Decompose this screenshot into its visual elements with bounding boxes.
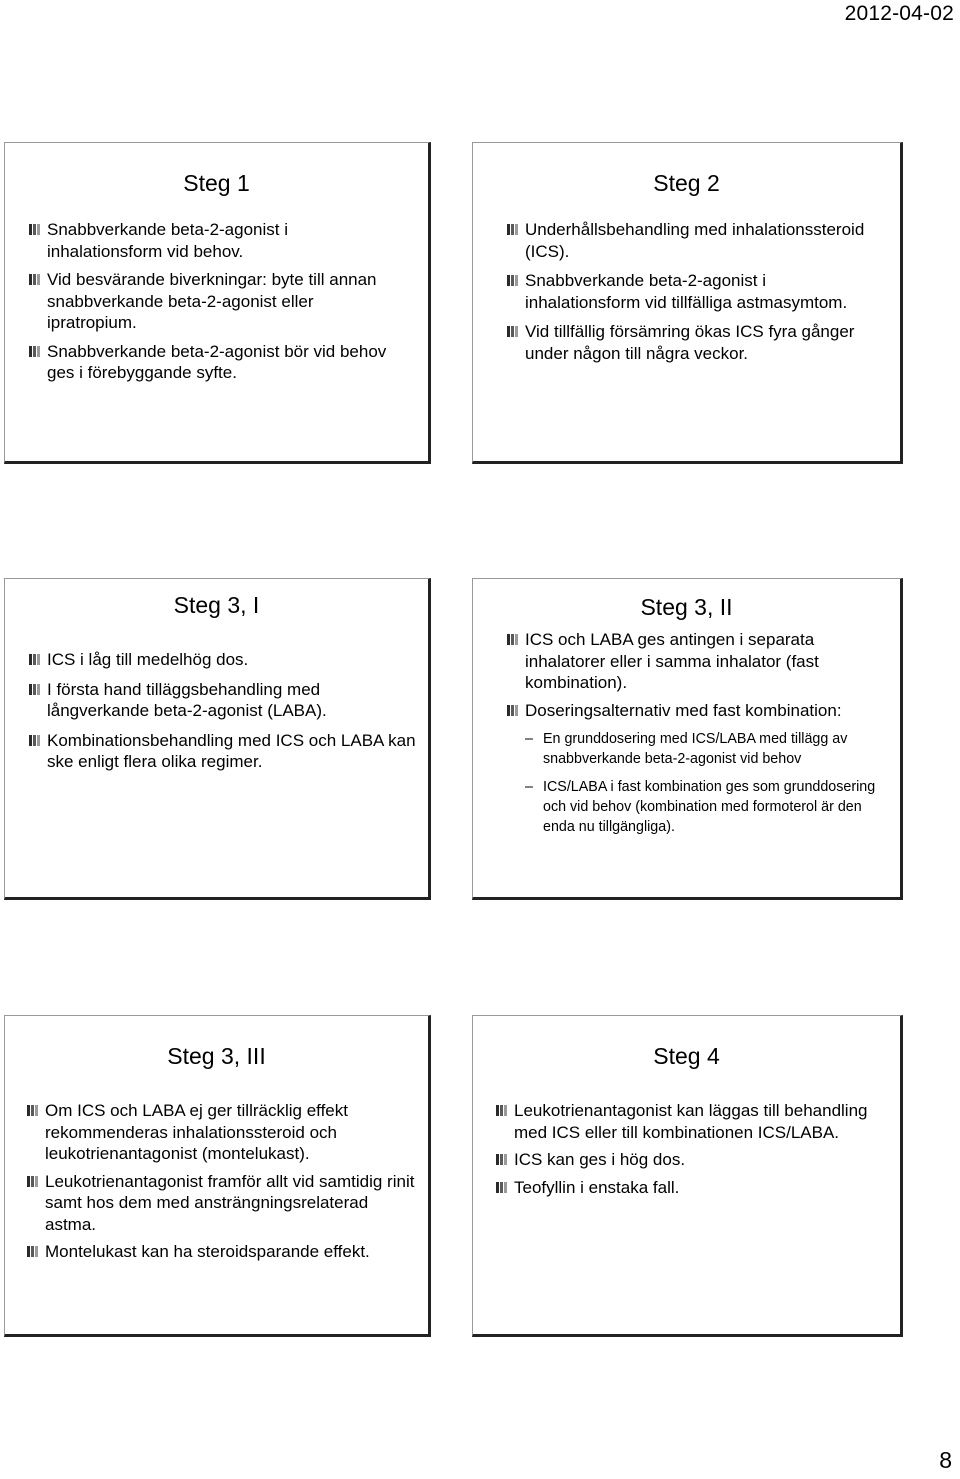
sub-bullet-list xyxy=(525,729,885,837)
bullet-text: Underhållsbehandling med inhalationssteroid (ICS). xyxy=(525,220,865,261)
bullet-marker-icon xyxy=(27,1105,38,1116)
bullet-item xyxy=(47,269,407,334)
slide-title: Steg 3, I xyxy=(173,592,260,618)
bullet-marker-icon xyxy=(507,634,518,645)
sub-bullet-item xyxy=(525,777,885,837)
bullet-marker-icon xyxy=(27,1176,38,1187)
bullet-item xyxy=(525,270,875,313)
bullet-marker-icon xyxy=(496,1105,507,1116)
bullet-text: I första hand tilläggsbehandling med långverkande beta-2-agonist (LABA). xyxy=(47,679,327,720)
bullet-text: Vid tillfällig försämring ökas ICS fyra gånger under någon till några veckor. xyxy=(525,322,855,363)
slide-steg-3-ii xyxy=(472,578,903,900)
bullet-item xyxy=(47,649,417,671)
bullet-text: ICS i låg till medelhög dos. xyxy=(47,650,249,669)
bullet-text: Leukotrienantagonist framför allt vid samtidig rinit samt hos dem med ansträngningsrelaterad astma. xyxy=(45,1171,415,1234)
bullet-item xyxy=(525,321,875,364)
bullet-text: Snabbverkande beta-2-agonist i inhalationsform vid behov. xyxy=(47,220,288,261)
bullet-list xyxy=(45,1100,415,1263)
bullet-list xyxy=(47,649,417,773)
bullet-item xyxy=(525,629,885,694)
bullet-marker-icon xyxy=(507,224,518,235)
slide-steg-4 xyxy=(472,1015,903,1337)
slide-steg-2 xyxy=(472,142,903,464)
bullet-text: Vid besvärande biverkningar: byte till annan snabbverkande beta-2-agonist eller ipratropium. xyxy=(47,270,377,332)
slide-steg-3-i xyxy=(4,578,431,900)
bullet-text: ICS och LABA ges antingen i separata inhalatorer eller i samma inhalator (fast kombination). xyxy=(525,630,819,692)
bullet-marker-icon xyxy=(507,326,518,337)
bullet-text: Snabbverkande beta-2-agonist i inhalationsform vid tillfälliga astmasymtom. xyxy=(525,271,848,312)
page-date: 2012-04-02 xyxy=(844,2,954,25)
bullet-item xyxy=(514,1100,884,1143)
bullet-marker-icon xyxy=(507,275,518,286)
bullet-marker-icon xyxy=(496,1154,507,1165)
slide-title: Steg 3, II xyxy=(640,594,733,620)
bullet-list xyxy=(525,629,885,837)
bullet-text: Om ICS och LABA ej ger tillräcklig effekt rekommenderas inhalationssteroid och leukotrienantagonist (montelukast). xyxy=(45,1101,348,1163)
slide-title: Steg 3, III xyxy=(167,1043,266,1069)
bullet-marker-icon xyxy=(29,224,40,235)
bullet-item xyxy=(47,341,407,384)
bullet-marker-icon xyxy=(29,346,40,357)
sub-bullet-text: ICS/LABA i fast kombination ges som grunddosering och vid behov (kombination med formoterol är den enda nu tillgängliga). xyxy=(543,779,876,835)
bullet-item xyxy=(47,730,417,773)
bullet-marker-icon xyxy=(29,735,40,746)
bullet-marker-icon xyxy=(496,1182,507,1193)
bullet-item xyxy=(525,700,885,838)
slide-steg-3-iii xyxy=(4,1015,431,1337)
bullet-marker-icon xyxy=(29,684,40,695)
sub-bullet-item xyxy=(525,729,885,769)
bullet-marker-icon xyxy=(507,705,518,716)
bullet-item xyxy=(514,1177,884,1199)
bullet-text: ICS kan ges i hög dos. xyxy=(514,1150,686,1169)
bullet-item xyxy=(45,1171,415,1236)
page-number: 8 xyxy=(939,1447,952,1473)
slide-title: Steg 2 xyxy=(653,170,720,196)
bullet-marker-icon xyxy=(29,274,40,285)
bullet-item xyxy=(47,219,407,262)
bullet-text: Montelukast kan ha steroidsparande effekt. xyxy=(45,1242,370,1261)
dash-marker: – xyxy=(525,779,533,795)
bullet-item xyxy=(525,219,875,262)
bullet-text: Leukotrienantagonist kan läggas till behandling med ICS eller till kombinationen ICS/LABA. xyxy=(514,1101,868,1142)
slide-title: Steg 4 xyxy=(653,1043,720,1069)
bullet-list xyxy=(47,219,407,384)
bullet-marker-icon xyxy=(29,654,40,665)
bullet-item xyxy=(47,679,417,722)
bullet-text: Snabbverkande beta-2-agonist bör vid behov ges i förebyggande syfte. xyxy=(47,341,387,382)
bullet-text: Teofyllin i enstaka fall. xyxy=(514,1177,680,1197)
dash-marker: – xyxy=(525,731,533,747)
bullet-list xyxy=(525,219,875,364)
bullet-text: Kombinationsbehandling med ICS och LABA kan ske enligt flera olika regimer. xyxy=(47,730,416,771)
bullet-item xyxy=(45,1100,415,1165)
bullet-text: Doseringsalternativ med fast kombination: xyxy=(525,700,842,720)
slide-steg-1 xyxy=(4,142,431,464)
slide-title: Steg 1 xyxy=(183,170,250,196)
bullet-marker-icon xyxy=(27,1246,38,1257)
bullet-list xyxy=(514,1100,884,1198)
bullet-item xyxy=(45,1241,415,1263)
sub-bullet-text: En grunddosering med ICS/LABA med tillägg av snabbverkande beta-2-agonist vid behov xyxy=(543,731,848,767)
bullet-item xyxy=(514,1149,884,1171)
